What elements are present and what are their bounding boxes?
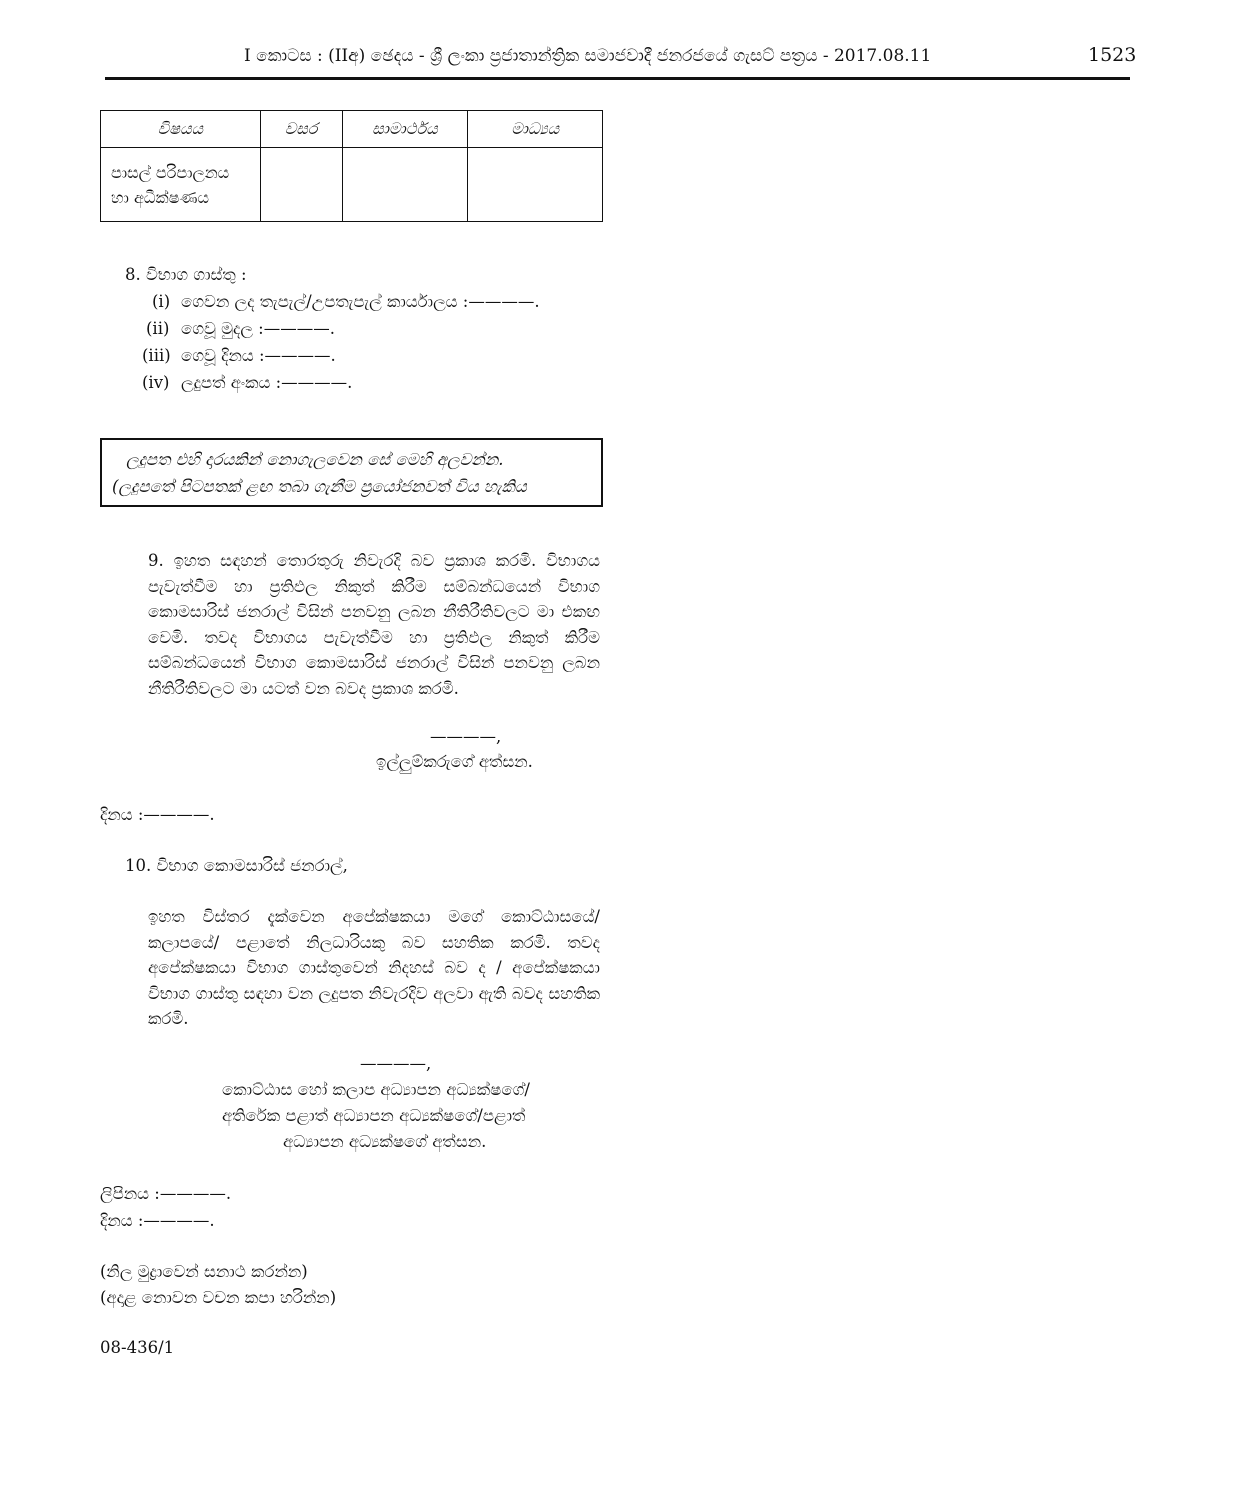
applicant-signature-line: ————, [430,727,502,746]
officer-signature-label-3: අධ්‍යාපන අධ්‍යක්ෂගේ අත්සන. [283,1132,487,1151]
section9-paragraph [100,548,600,701]
page-number: 1523 [1088,44,1137,66]
running-header: I කොටස : (IIඅ) ඡෙදය - ශ්‍රී ලංකා ප්‍රජාතාන්ත්‍රික සමාජවාදී ජනරජයේ ගැසට් පත්‍රය - 2017.08.11 [244,46,932,66]
receipt-notice-box [100,438,603,507]
section10-text: ඉහත විස්තර දැක්වෙන අපේක්ෂකයා මගේ කොට්ඨාසයේ/ කලාපයේ/ පළාතේ නිලධාරියකු බව සහතික කරමි. තවද අපේක්ෂකයා විභාග ගාස්තුවෙන් නිදහස් බව ද / අපේක්ෂකයා විභාග ගාස්තු සඳහා වන ලදුපත නිවැරදිව අලවා ඇති බවද සහතික කරමි. [148,907,600,1028]
subject-line-2: හා අධීක්ෂණය [111,187,209,207]
fee-item-num: (i) [152,292,171,311]
subject-line-1: පාසල් පරිපාලනය [111,162,230,182]
officer-signature-line: ————, [360,1054,432,1073]
section8-title: 8. විභාග ගාස්තු : [125,265,247,284]
officer-signature-label-2: අතිරේක පළාත් අධ්‍යාපන අධ්‍යක්ෂගේ/පළාත් [222,1106,526,1125]
notice-line-2: (ලදුපතේ පිටපතක් ළඟ තබා ගැනීම ප්‍රයෝජනවත් විය හැකිය [112,477,527,496]
officer-signature-label-1: කොට්ඨාස හෝ කලාප අධ්‍යාපන අධ්‍යක්ෂගේ/ [222,1080,530,1099]
fee-item-text: ගෙවූ මුදල :————. [181,319,335,338]
fee-item-text: ගෙවන ලද තැපැල්/උපතැපැල් කාර්යාලය :————. [181,292,540,311]
applicant-date: දිනය :————. [100,805,215,824]
table-row [101,148,603,222]
table-cell-medium[interactable] [468,148,603,222]
fee-item-num: (iii) [142,346,171,365]
fee-item-text: ලදුපත් අංකය :————. [181,373,353,392]
table-header-year: වසර [260,111,342,148]
section10-paragraph [100,904,600,1032]
fee-item-text: ගෙවූ දිනය :————. [181,346,336,365]
fee-item-num: (iv) [142,373,170,392]
table-cell-subject [101,148,261,222]
applicant-signature-label: ඉල්ලුම්කරුගේ අත්සන. [376,752,533,771]
subject-table [100,110,603,222]
table-header-medium: මාධ්‍යය [468,111,603,148]
table-header-subject: විෂයය [101,111,261,148]
notice-line-1: ලදුපත එහි දාරයකින් නොගැලවෙන සේ මෙහි අලවන්න. [126,450,504,469]
table-cell-year[interactable] [260,148,342,222]
fee-item-num: (ii) [146,319,170,338]
section9-text: 9. ඉහත සඳහන් තොරතුරු නිවැරදි බව ප්‍රකාශ කරමි. විභාගය පැවැත්වීම හා ප්‍රතිඵල නිකුත් කිරීම සම්බන්ධයෙන් විභාග කොමසාරිස් ජනරාල් විසින් පනවනු ලබන නීතිරීතිවලට මා එකඟ වෙමි. තවද විභාගය පැවැත්වීම හා ප්‍රතිඵල නිකුත් කිරීම සම්බන්ධයෙන් විභාග කොමසාරිස් ජනරාල් විසින් පනවනු ලබන නීතිරීතිවලට මා යටත් වන බවද ප්‍රකාශ කරමි. [148,551,600,698]
table-cell-pass[interactable] [342,148,468,222]
table-header-pass: සාමාර්ථය [342,111,468,148]
address-field: ලිපිනය :————. [100,1184,232,1203]
table-header-row [101,111,603,148]
seal-note: (නිල මුද්‍රාවෙන් සනාථ කරන්න) [100,1262,308,1281]
section10-title: 10. විභාග කොමසාරිස් ජනරාල්, [125,856,348,875]
header-rule [105,77,1130,80]
strike-note: (අදාළ නොවන වචන කපා හරින්න) [100,1288,337,1307]
officer-date: දිනය :————. [100,1211,215,1230]
reference-number: 08-436/1 [100,1338,175,1357]
